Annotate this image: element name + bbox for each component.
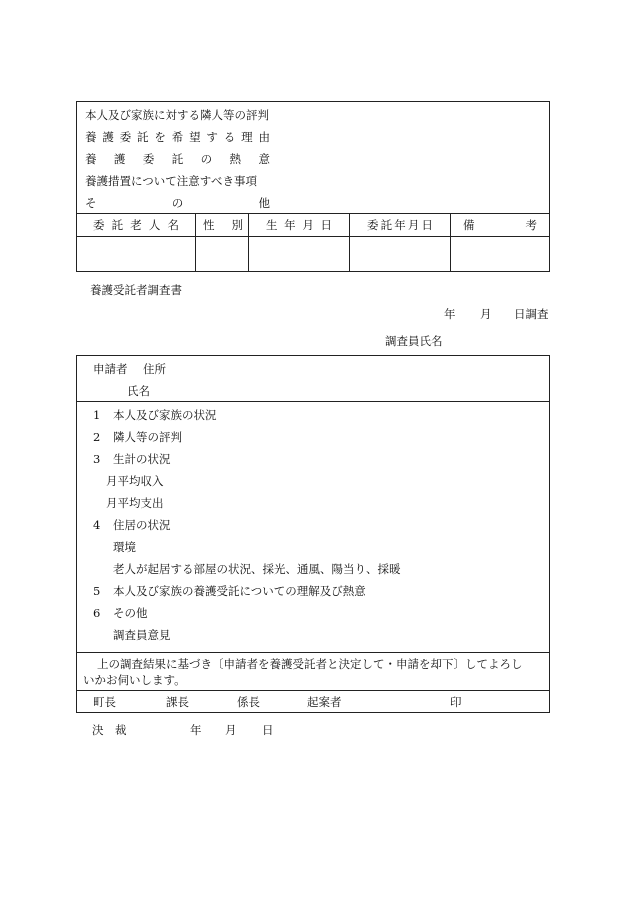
char: 託 (380, 218, 393, 232)
date-year: 年 (444, 307, 456, 321)
char: 月 (407, 218, 420, 232)
char: 希 (171, 130, 184, 144)
approval-drafter: 起案者 (307, 695, 342, 709)
char: 養 (85, 130, 97, 144)
list-item (93, 428, 182, 446)
notes-label: 養護措置について注意すべき事項 (85, 174, 258, 188)
reputation-row (85, 106, 270, 124)
char: 護 (113, 152, 126, 166)
list-item (106, 494, 164, 512)
char: 性 (203, 218, 215, 232)
char: 日 (320, 218, 332, 232)
header-elder-name (93, 214, 179, 236)
char: 委 (119, 130, 132, 144)
conclusion-line-2: いかお伺いします。 (83, 673, 186, 687)
decision-label: 決 裁 (92, 723, 127, 737)
list-item (106, 472, 164, 490)
table-divider (77, 236, 549, 237)
list-item (93, 604, 148, 622)
column-divider (349, 213, 350, 271)
item-text: 老人が起居する部屋の状況、採光、通風、陽当り、採暖 (113, 562, 401, 576)
item-text: 本人及び家族の状況 (113, 408, 217, 422)
char: 委 (93, 218, 105, 232)
notes-row (85, 172, 275, 190)
char: す (206, 130, 218, 144)
char: 年 (394, 218, 406, 232)
approval-subsection-chief: 係長 (237, 695, 260, 709)
char: 人 (148, 218, 161, 232)
section-divider (77, 690, 549, 691)
item-number: 2 (93, 430, 101, 444)
item-text: 月平均支出 (106, 496, 164, 510)
char: 名 (167, 218, 179, 232)
char: 理 (241, 130, 253, 144)
char: る (223, 130, 236, 144)
char: 委 (142, 152, 155, 166)
applicant-name-label: 氏名 (127, 384, 150, 398)
date-month: 月 (480, 307, 492, 321)
item-text: 生計の状況 (113, 452, 171, 466)
char: 護 (102, 130, 114, 144)
char: そ (85, 196, 97, 210)
char: 養 (85, 152, 97, 166)
char: 託 (171, 152, 184, 166)
char: 委 (367, 218, 379, 232)
char: 託 (137, 130, 149, 144)
item-number: 6 (93, 606, 101, 620)
char: 月 (302, 218, 314, 232)
item-text: その他 (113, 606, 148, 620)
item-text: 本人及び家族の養護受託についての理解及び熱意 (113, 584, 366, 598)
item-number: 5 (93, 584, 101, 598)
char: 備 (463, 218, 475, 232)
investigation-form (76, 355, 550, 713)
header-sex (203, 214, 243, 236)
item-number: 1 (93, 408, 101, 422)
decision-day: 日 (262, 723, 274, 737)
list-item (93, 582, 366, 600)
char: の (171, 196, 184, 210)
enthusiasm-row (85, 150, 270, 168)
column-divider (450, 213, 451, 271)
char: 他 (258, 196, 270, 210)
conclusion-line-1: 上の調査結果に基づき〔申請者を養護受託者と決定して・申請を却下〕してよろし (97, 657, 523, 671)
char: を (154, 130, 166, 144)
applicant-address-label: 住所 (143, 362, 166, 376)
column-divider (248, 213, 249, 271)
list-item (93, 450, 171, 468)
item-text: 隣人等の評判 (113, 430, 182, 444)
header-entrust-date (367, 214, 433, 236)
char: 熱 (229, 152, 242, 166)
char: 老 (130, 218, 142, 232)
seal-mark: 印 (450, 695, 462, 709)
char: 望 (189, 130, 201, 144)
item-text: 月平均収入 (106, 474, 164, 488)
date-day: 日調査 (514, 307, 549, 321)
decision-year: 年 (190, 723, 202, 737)
char: 別 (231, 218, 243, 232)
list-item (113, 560, 401, 578)
family-info-table (76, 101, 550, 272)
char: 生 (266, 218, 278, 232)
column-divider (195, 213, 196, 271)
char: 考 (525, 218, 537, 232)
item-text: 住居の状況 (113, 518, 171, 532)
reason-row (85, 128, 270, 146)
list-item (93, 406, 217, 424)
header-birthdate (266, 214, 332, 236)
section-divider (77, 401, 549, 402)
list-item (113, 538, 136, 556)
list-item (113, 626, 171, 644)
decision-month: 月 (225, 723, 237, 737)
char: 日 (421, 218, 433, 232)
applicant-label: 申請者 (93, 362, 128, 376)
char: 意 (258, 152, 270, 166)
item-text: 環境 (113, 540, 136, 554)
char: 由 (258, 130, 270, 144)
investigator-name-label: 調査員氏名 (385, 334, 443, 348)
reputation-label: 本人及び家族に対する隣人等の評判 (85, 108, 269, 122)
header-remarks (463, 214, 537, 236)
list-item (93, 516, 171, 534)
other-row (85, 194, 270, 212)
item-number: 3 (93, 452, 101, 466)
char: の (200, 152, 213, 166)
section-divider (77, 652, 549, 653)
survey-title: 養護受託者調査書 (90, 283, 182, 297)
item-number: 4 (93, 518, 101, 532)
item-text: 調査員意見 (113, 628, 171, 642)
char: 年 (284, 218, 296, 232)
char: 託 (111, 218, 124, 232)
approval-section-chief: 課長 (166, 695, 189, 709)
approval-mayor: 町長 (93, 695, 116, 709)
